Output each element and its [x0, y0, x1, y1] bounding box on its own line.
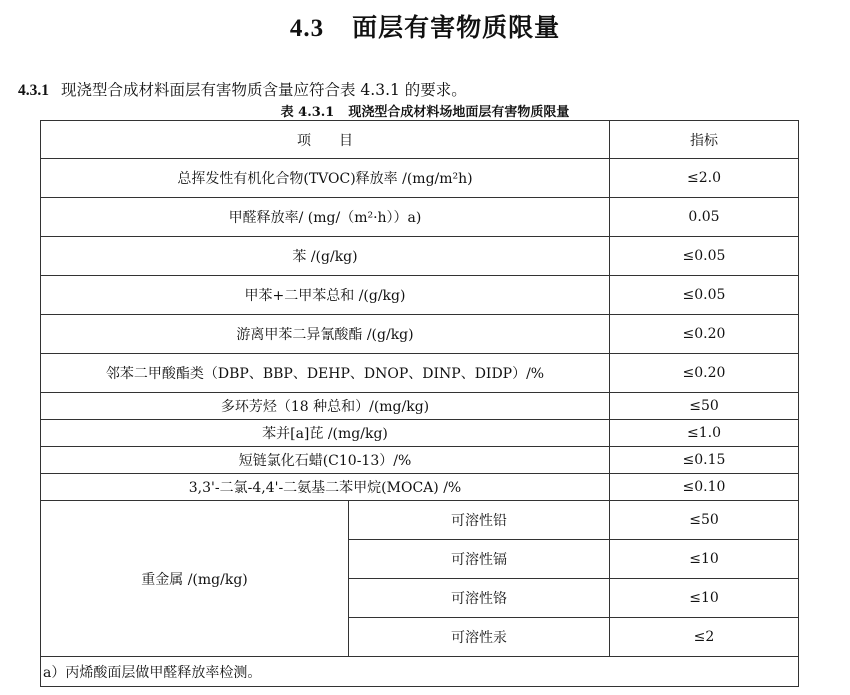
row-value: ≤0.10	[610, 474, 799, 501]
row-item: 3,3'-二氯-4,4'-二氨基二苯甲烷(MOCA) /%	[41, 474, 610, 501]
header-item: 项 目	[41, 121, 610, 159]
row-item: 甲苯+二甲苯总和 /(g/kg)	[41, 276, 610, 315]
row-value: 0.05	[610, 198, 799, 237]
clause-text: 现浇型合成材料面层有害物质含量应符合表 4.3.1 的要求。	[61, 81, 467, 99]
row-value: ≤0.05	[610, 237, 799, 276]
row-value: ≤1.0	[610, 420, 799, 447]
table-caption	[0, 101, 850, 120]
table-row	[41, 393, 799, 420]
row-item: 多环芳烃（18 种总和）/(mg/kg)	[41, 393, 610, 420]
header-indicator: 指标	[610, 121, 799, 159]
table-row	[41, 354, 799, 393]
sub-item: 可溶性镉	[349, 540, 610, 579]
heavy-metal-row	[41, 501, 799, 540]
section-heading	[0, 8, 850, 44]
section-number: 4.3	[289, 15, 325, 42]
sub-item: 可溶性铅	[349, 501, 610, 540]
row-item: 苯并[a]芘 /(mg/kg)	[41, 420, 610, 447]
row-value: ≤0.20	[610, 354, 799, 393]
row-item: 苯 /(g/kg)	[41, 237, 610, 276]
row-value: ≤0.05	[610, 276, 799, 315]
table-row	[41, 276, 799, 315]
table-title: 现浇型合成材料场地面层有害物质限量	[348, 105, 570, 120]
heavy-metal-label: 重金属 /(mg/kg)	[41, 501, 349, 657]
table-row	[41, 315, 799, 354]
row-item: 邻苯二甲酸酯类（DBP、BBP、DEHP、DNOP、DINP、DIDP）/%	[41, 354, 610, 393]
table-row	[41, 159, 799, 198]
row-item: 游离甲苯二异氰酸酯 /(g/kg)	[41, 315, 610, 354]
sub-item: 可溶性汞	[349, 618, 610, 657]
limits-table	[40, 120, 799, 687]
table-row	[41, 474, 799, 501]
sub-value: ≤10	[610, 540, 799, 579]
table-row	[41, 237, 799, 276]
clause-number: 4.3.1	[18, 82, 49, 99]
sub-value: ≤50	[610, 501, 799, 540]
row-value: ≤2.0	[610, 159, 799, 198]
clause-paragraph	[18, 78, 467, 100]
table-header-row	[41, 121, 799, 159]
row-value: ≤50	[610, 393, 799, 420]
row-value: ≤0.15	[610, 447, 799, 474]
table-row	[41, 447, 799, 474]
note-row	[41, 657, 799, 687]
table-footnote: a）丙烯酸面层做甲醛释放率检测。	[41, 657, 799, 687]
row-item: 总挥发性有机化合物(TVOC)释放率 /(mg/m²h)	[41, 159, 610, 198]
table-row	[41, 420, 799, 447]
sub-value: ≤2	[610, 618, 799, 657]
row-item: 短链氯化石蜡(C10-13）/%	[41, 447, 610, 474]
sub-value: ≤10	[610, 579, 799, 618]
row-value: ≤0.20	[610, 315, 799, 354]
section-title: 面层有害物质限量	[352, 13, 561, 42]
table-row	[41, 198, 799, 237]
row-item: 甲醛释放率/ (mg/（m²·h））a)	[41, 198, 610, 237]
sub-item: 可溶性铬	[349, 579, 610, 618]
table-number: 表 4.3.1	[280, 105, 335, 120]
